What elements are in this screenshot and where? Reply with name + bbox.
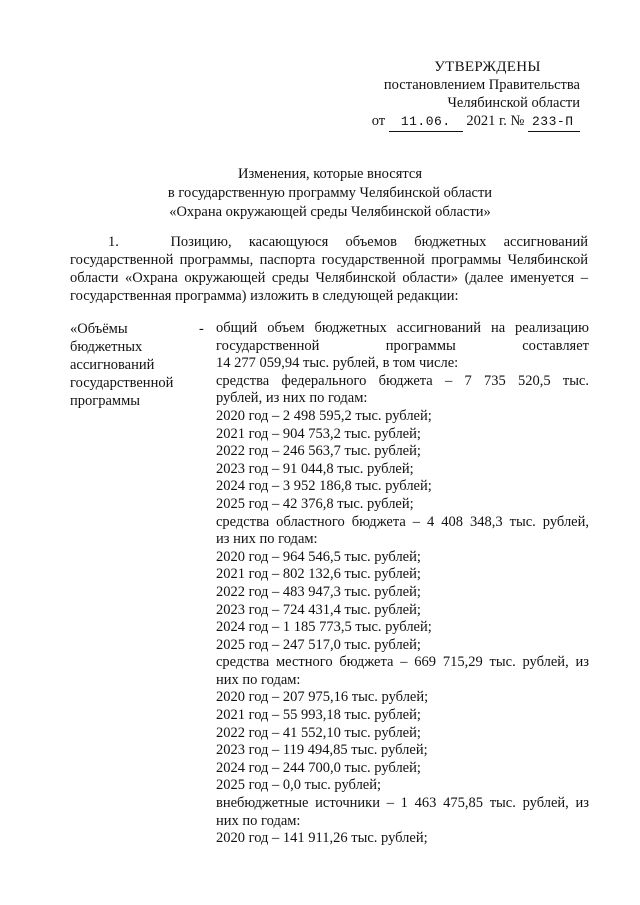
funding-line: 2022 год – 483 947,3 тыс. рублей;	[216, 583, 421, 600]
funding-line: 2021 год – 904 753,2 тыс. рублей;	[216, 425, 421, 442]
funding-line: 2023 год – 91 044,8 тыс. рублей;	[216, 460, 414, 477]
position-label-line: государственной	[70, 375, 174, 391]
title-line-2: в государственную программу Челябинской области	[167, 185, 493, 201]
funding-line: 2022 год – 246 563,7 тыс. рублей;	[216, 443, 421, 460]
funding-line: 2025 год – 247 517,0 тыс. рублей;	[216, 636, 421, 653]
funding-line: средства местного бюджета – 669 715,29 тыс. рублей, из	[216, 654, 589, 671]
funding-line: 2020 год – 964 546,5 тыс. рублей;	[216, 548, 421, 565]
position-dash: -	[199, 321, 204, 337]
funding-line: 2024 год – 244 700,0 тыс. рублей;	[216, 759, 421, 776]
date-suffix: 2021 г. №	[466, 113, 525, 129]
funding-line: государственной программы составляет	[216, 337, 589, 354]
document-title	[60, 165, 600, 222]
funding-line: средства федерального бюджета – 7 735 520,5 тыс.	[216, 372, 589, 389]
position-label-line: «Объёмы	[70, 321, 128, 337]
title-line-3: «Охрана окружающей среды Челябинской области»	[169, 204, 491, 220]
position-label-line: программы	[70, 393, 140, 409]
document-number: 233-П	[528, 113, 580, 132]
funding-line: 2021 год – 55 993,18 тыс. рублей;	[216, 707, 421, 724]
funding-line: средства областного бюджета – 4 408 348,3 тыс. рублей,	[216, 513, 589, 530]
position-label	[70, 320, 200, 410]
funding-line: 2022 год – 41 552,10 тыс. рублей;	[216, 724, 421, 741]
funding-line: 2020 год – 2 498 595,2 тыс. рублей;	[216, 407, 432, 424]
position-label-line: бюджетных	[70, 339, 143, 355]
funding-line: 2020 год – 141 911,26 тыс. рублей;	[216, 830, 428, 847]
funding-line: 2021 год – 802 132,6 тыс. рублей;	[216, 566, 421, 583]
funding-line: из них по годам:	[216, 531, 318, 548]
approved-date-line	[360, 112, 580, 132]
approved-line-2: Челябинской области	[447, 95, 580, 111]
funding-line: 2023 год – 724 431,4 тыс. рублей;	[216, 601, 421, 618]
funding-line: 2023 год – 119 494,85 тыс. рублей;	[216, 742, 428, 759]
date-prefix: от	[371, 113, 386, 129]
funding-line: 2025 год – 42 376,8 тыс. рублей;	[216, 495, 414, 512]
funding-line: внебюджетные источники – 1 463 475,85 тыс. рублей, из	[216, 795, 589, 812]
funding-line: них по годам:	[216, 671, 301, 688]
funding-line: 2024 год – 1 185 773,5 тыс. рублей;	[216, 619, 432, 636]
funding-line: рублей, из них по годам:	[216, 390, 368, 407]
approved-title: УТВЕРЖДЕНЫ	[434, 59, 541, 75]
funding-details	[216, 320, 589, 848]
funding-line: 2025 год – 0,0 тыс. рублей;	[216, 777, 382, 794]
funding-line: 2020 год – 207 975,16 тыс. рублей;	[216, 689, 429, 706]
funding-line: 2024 год – 3 952 186,8 тыс. рублей;	[216, 478, 432, 495]
approved-line-1: постановлением Правительства	[383, 77, 580, 93]
paragraph-text: 1. Позицию, касающуюся объемов бюджетных ассигнований государственной программы, паспорта государственной программы Челябинской области «Охрана окружающей среды Челябинской области» (далее именуется – государственная программа) изложить в следующей редакции:	[70, 234, 588, 304]
funding-line: 14 277 059,94 тыс. рублей, в том числе:	[216, 355, 459, 372]
funding-line: общий объем бюджетных ассигнований на реализацию	[216, 320, 589, 336]
approval-stamp	[360, 58, 580, 132]
date-value: 11.06.	[389, 113, 463, 132]
title-line-1: Изменения, которые вносятся	[238, 166, 422, 182]
position-label-line: ассигнований	[70, 357, 155, 373]
funding-line: них по годам:	[216, 812, 301, 829]
paragraph-1	[70, 233, 588, 305]
